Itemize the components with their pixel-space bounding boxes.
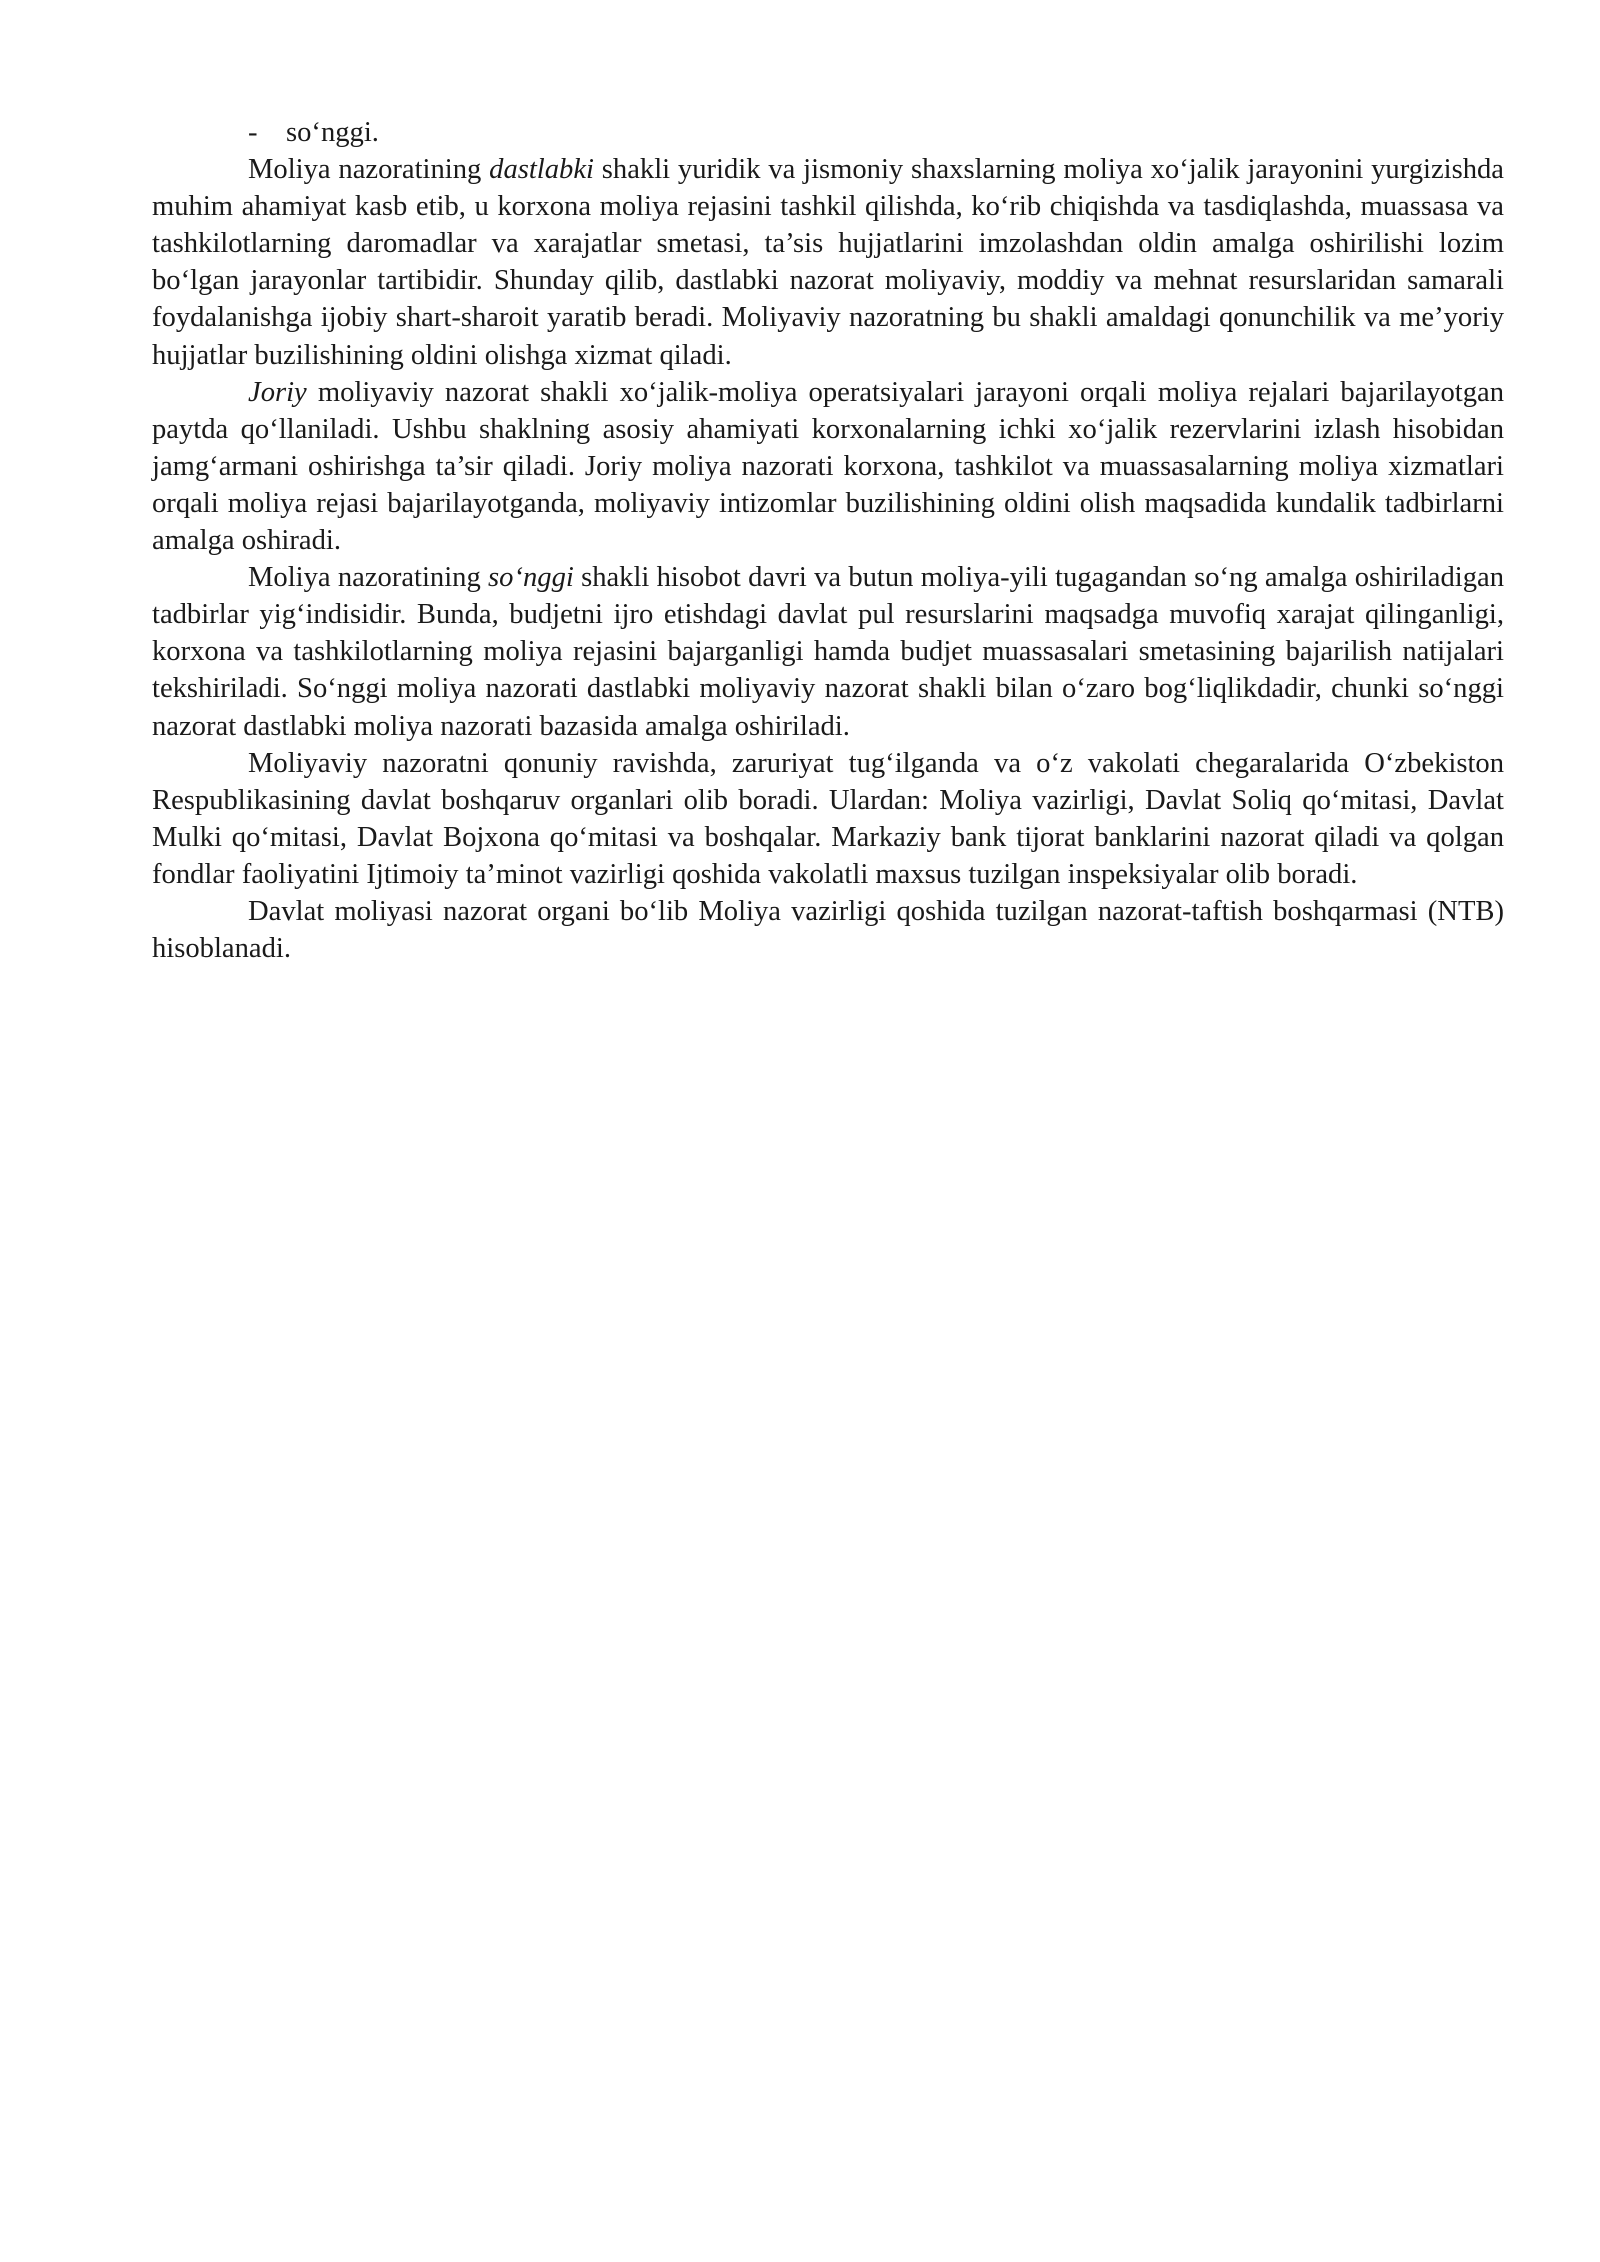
bullet-text: so‘nggi. (286, 117, 379, 148)
paragraph-text: Moliya nazoratining (248, 154, 490, 186)
paragraph-songgi (152, 559, 1504, 744)
paragraph-text: shakli hisobot davri va butun moliya-yili tugagandan so‘ng amalga oshiriladigan tadbirlar yig‘indisidir. Bunda, budjetni ijro etishdagi davlat pul resurslarini maqsadga muvofiq xarajat qilinganligi, korxona va tashkilotlarning moliya rejasini bajarganligi hamda budjet muassasalari smetasining bajarilish natijalari tekshiriladi. So‘nggi moliya nazorati dastlabki moliyaviy nazorat shakli bilan o‘zaro bog‘liqlikdadir, chunki so‘nggi nazorat dastlabki moliya nazorati bazasida amalga oshiriladi. (152, 562, 1504, 742)
paragraph-joriy (152, 374, 1504, 559)
paragraph-text: shakli yuridik va jismoniy shaxslarning moliya xo‘jalik jarayonini yurgizishda muhim ahamiyat kasb etib, u korxona moliya rejasini tashkil qilishda, ko‘rib chiqishda va tasdiqlashda, muassasa va tashkilotlarning daromadlar va xarajatlar smetasi, ta’sis hujjatlarini imzolashdan oldin amalga oshirilishi lozim bo‘lgan jarayonlar tartibidir. Shunday qilib, dastlabki nazorat moliyaviy, moddiy va mehnat resurslaridan samarali foydalanishga ijobiy shart-sharoit yaratib beradi. Moliyaviy nazoratning bu shakli amaldagi qonunchilik va me’yoriy hujjatlar buzilishining oldini olishga xizmat qiladi. (152, 154, 1504, 371)
bullet-item (152, 114, 1504, 151)
document-page (152, 114, 1504, 967)
paragraph-emphasis: Joriy (248, 376, 307, 408)
paragraph-emphasis: dastlabki (489, 154, 594, 186)
paragraph-text: Moliyaviy nazoratni qonuniy ravishda, zaruriyat tug‘ilganda va o‘z vakolati chegaralarida O‘zbekiston Respublikasining davlat boshqaruv organlari olib boradi. Ulardan: Moliya vazirligi, Davlat Soliq qo‘mitasi, Davlat Mulki qo‘mitasi, Davlat Bojxona qo‘mitasi va boshqalar. Markaziy bank tijorat banklarini nazorat qiladi va qolgan fondlar faoliyatini Ijtimoiy ta’minot vazirligi qoshida vakolatli maxsus tuzilgan inspeksiyalar olib boradi. (152, 747, 1504, 890)
paragraph-text: Moliya nazoratining (248, 562, 489, 594)
paragraph-dastlabki (152, 151, 1504, 374)
bullet-dash: - (248, 117, 258, 148)
paragraph-text: Davlat moliyasi nazorat organi bo‘lib Moliya vazirligi qoshida tuzilgan nazorat-taftish boshqarmasi (NTB) hisoblanadi. (152, 895, 1504, 965)
paragraph-organlar (152, 745, 1504, 893)
paragraph-ntb (152, 893, 1504, 967)
paragraph-emphasis: so‘nggi (488, 562, 574, 594)
paragraph-text: moliyaviy nazorat shakli xo‘jalik-moliya operatsiyalari jarayoni orqali moliya rejalari bajarilayotgan paytda qo‘llaniladi. Ushbu shaklning asosiy ahamiyati korxonalarning ichki xo‘jalik rezervlarini izlash hisobidan jamg‘armani oshirishga ta’sir qiladi. Joriy moliya nazorati korxona, tashkilot va muassasalarning moliya xizmatlari orqali moliya rejasi bajarilayotganda, moliyaviy intizomlar buzilishining oldini olish maqsadida kundalik tadbirlarni amalga oshiradi. (152, 376, 1504, 557)
